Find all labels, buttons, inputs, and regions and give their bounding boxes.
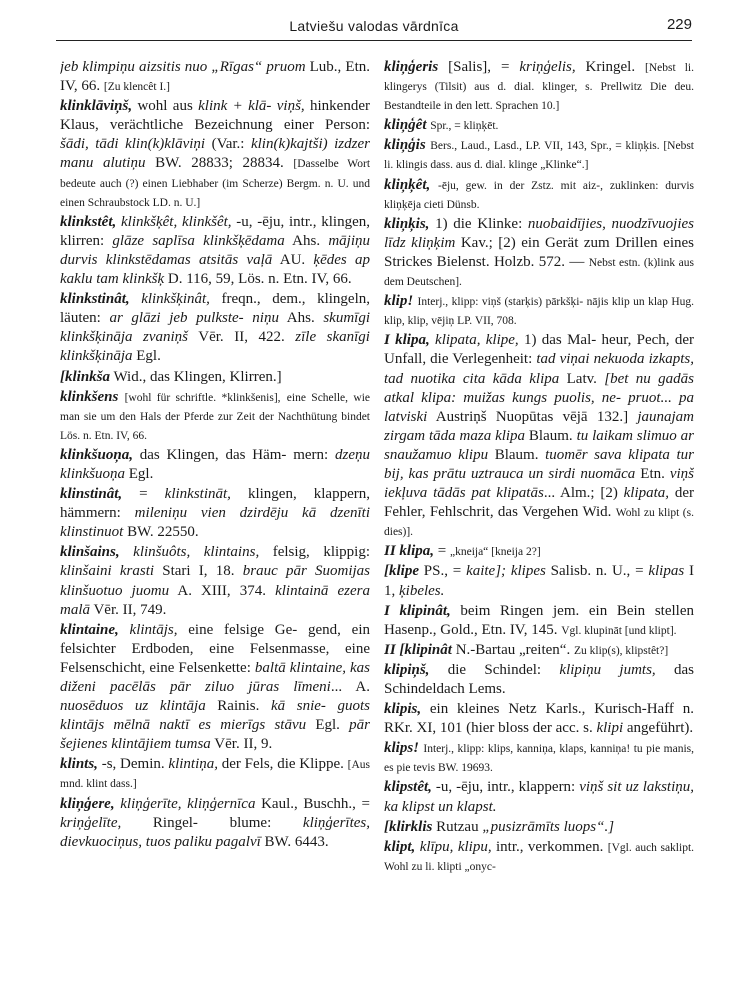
entry-text: Salisb. n. U., = — [545, 563, 649, 580]
entry-text: Kav.; [2) ein Gerät zum Drillen eines Strickes Bielenst. Holzb. 572. — — [384, 234, 694, 270]
entry-text: 1) das Mal- heur, Pech, der Unfall, die Verlegenheit: — [384, 332, 694, 368]
entry-note: Spr., = kliņķēt. — [430, 120, 499, 133]
entry-headword: [klirklis — [384, 818, 433, 835]
entry-text: Wid., das Klingen, Klirren.] — [110, 368, 282, 385]
entry-text: ķibeles. — [399, 582, 445, 599]
entry-text: klipi — [596, 720, 624, 737]
entry-text: brauc pār Suomijas klinšuotuo juomu — [60, 563, 370, 599]
entry-headword: klinšains, — [60, 544, 120, 561]
entry-text: Egl. — [132, 348, 161, 365]
entry-note: Wohl zu klipt (s. dies)]. — [384, 507, 694, 539]
entry-note: Nebst estn. (k)link aus dem Deutschen]. — [384, 256, 694, 289]
entry-note: Bers., Laud., Lasd., LP. VII, 143, Spr., = kliņķis. [Nebst li. klingis dass. aus d. dial. klinge „Klinke“.] — [384, 140, 694, 172]
entry-text: -u, -ēju, intr., klappern: — [431, 779, 580, 796]
entry-text: ein kleines Netz Karls., Kurisch-Haff n. RKr. XI, 101 (hier bloss der acc. s. — [384, 701, 694, 737]
entry-note: [Vgl. auch saklipt. Wohl zu li. klipti „onyc- — [384, 841, 694, 873]
entry-text: N.-Bartau „reiten“. — [451, 641, 574, 658]
entry-headword: [klipe — [384, 563, 419, 580]
entry-text: dzeņu klinkšuoņa — [60, 446, 370, 482]
entry-note: Zu klip(s), klipstêt?] — [573, 644, 669, 657]
entry-text: Vēr. II, 749. — [90, 601, 167, 618]
entry-text: klintainā ezera malā — [60, 582, 370, 618]
entry-text: BW. 28833; 28834. — [145, 155, 294, 172]
entry-text: klipata, klipe, — [435, 332, 519, 349]
entry-text: Stari I, 18. — [154, 563, 243, 580]
entry-text: 1) die Klinke: — [429, 215, 528, 232]
entry-text: -s, Demin. — [97, 756, 169, 773]
dictionary-entry — [384, 661, 694, 699]
entry-headword: klips! — [384, 740, 420, 757]
entry-note: -ēju, gew. in der Zstz. mit aiz-, zuklinken: durvis kliņķēja cieti Dünsb. — [384, 179, 694, 211]
entry-text: klintājs, — [129, 621, 178, 638]
entry-text: Vēr. II, 9. — [210, 736, 273, 753]
entry-text: izdzer manu alutiņu — [60, 136, 370, 172]
entry-text: wohl aus — [132, 98, 199, 115]
entry-text: Lub., Etn. IV, 66. — [60, 59, 370, 95]
entry-text: Etn. — [635, 465, 670, 482]
entry-text: beim Ringen jem. ein Bein stellen Hasenp., Gold., Etn. IV, 145. — [384, 602, 694, 638]
entry-text: pār šejienes klintājiem tumsa — [60, 717, 370, 753]
entry-text: [Salis], = — [438, 59, 520, 75]
entry-headword: kliņģis — [384, 137, 426, 154]
entry-text: glāze saplīsa klinkšķēdama — [112, 232, 285, 249]
dictionary-entry — [384, 778, 694, 816]
entry-text: PS., = — [419, 563, 467, 580]
entry-headword: klip! — [384, 293, 414, 310]
dictionary-entry — [384, 818, 694, 837]
entry-text: klink + klā- viņš, — [198, 98, 305, 115]
entry-text: ķēdes ap kaklu tam klinkšķ — [60, 251, 370, 288]
entry-text — [119, 622, 130, 638]
entry-text: klīpu, klipu, — [419, 838, 492, 855]
entry-text: baltā klintaine, kas diženi pacēlās pār ziluo jūras līmeni — [60, 659, 370, 695]
entry-headword: [klinkša — [60, 368, 111, 385]
entry-text: Egl. — [125, 465, 154, 482]
entry-text: mileniņu vien dzirdēju kā dzenīti klinstinuot — [60, 505, 370, 541]
entry-text: freqn., dem., klingeln, läuten: — [60, 291, 370, 327]
entry-headword: kliņģeris — [384, 59, 439, 75]
entry-note: Interj., klipp: viņš (starķis) pārkšķi- nājis klip un klap Hug. klip, klip, vējiņ LP. VII, 708. — [384, 296, 694, 328]
entry-text: klintiņa, — [168, 756, 218, 773]
entry-text: = — [434, 543, 450, 560]
entry-text: klipata, — [623, 485, 670, 502]
entry-text: klinšaini krasti — [60, 563, 155, 580]
entry-text: Ahs. — [284, 232, 329, 249]
entry-text: nuosēduos uz klintāja — [60, 698, 206, 715]
entry-text: Kaul., Buschh., = — [255, 795, 370, 812]
dictionary-entry — [384, 292, 694, 330]
entry-text: klin(k)kajtši) — [250, 136, 328, 153]
entry-note: Interj., klipp: klips, kanniņa, klaps, kanniņa! tu pie manis, es pie tevis BW. 19693. — [384, 743, 694, 775]
entry-headword: klinkšens — [60, 388, 119, 405]
entry-text: kliņģerīte, kliņģernīca — [120, 795, 256, 812]
dictionary-entry — [60, 621, 370, 755]
entry-text: klinkšķêt, klinkšêt, — [121, 213, 232, 230]
dictionary-entry — [60, 213, 370, 289]
entry-text: kriņģelis, — [519, 59, 576, 75]
entry-text: klipas — [648, 563, 685, 580]
entry-headword: klinkšuoņa, — [60, 446, 133, 463]
entry-text: jeb klimpiņu aizsitis nuo „Rīgas“ pruom — [60, 59, 306, 75]
entry-text: klipes — [510, 563, 546, 580]
entry-text: skumīgi klinkšķināja zvaniņš — [60, 310, 370, 346]
entry-text: klinšuôts, klintains, — [133, 544, 260, 561]
entry-note: „kneija“ [kneija 2?] — [449, 546, 541, 559]
entry-text: = — [122, 486, 165, 503]
entry-text: jaunajam zirgam tāda maza klipa — [384, 408, 694, 444]
entry-text: kā snie- guots klintājs mēlnā naktī es mierīgs stāvu — [60, 698, 370, 734]
dictionary-entry — [384, 215, 694, 291]
dictionary-entry — [60, 543, 370, 619]
entry-text: das Schindeldach Lems. — [384, 661, 694, 697]
entry-text: klingen, klappern, hämmern: — [60, 486, 370, 522]
entry-text: der Fehler, Fehlschrit, das Vergehen Wid. — [384, 485, 694, 521]
dictionary-entry — [60, 755, 370, 793]
entry-text — [120, 544, 134, 560]
entry-text: „pusizrāmīts luops“.] — [482, 818, 615, 835]
dictionary-entry — [384, 58, 694, 115]
entry-text: nuobaidījies, nuodzīvuojies līdz kliņķim — [384, 215, 694, 251]
dictionary-entry — [60, 795, 370, 852]
right-column — [384, 58, 694, 988]
left-column — [60, 58, 370, 988]
dictionary-entry — [60, 290, 370, 366]
entry-text: mājiņu durvis klinkstēdamas atsitās vaļā — [60, 232, 370, 268]
entry-text: kaite]; — [466, 563, 507, 580]
entry-text: das Klingen, das Häm- mern: — [132, 446, 335, 463]
page-number: 229 — [666, 16, 692, 33]
entry-text: klinkstināt, — [164, 486, 231, 503]
entry-headword: klipis, — [384, 701, 422, 718]
entry-text: [bet nu gadās atkal klipa: muižas kungs puolis, ne- pruot... pa latviski — [384, 370, 694, 425]
entry-text: tuomēr sava klipata tur bij, kas prātu uztrauca un sirdi nuomāca — [384, 446, 694, 482]
dictionary-entry — [60, 388, 370, 445]
dictionary-entry — [384, 641, 694, 660]
entry-text: (Var.: — [205, 136, 251, 153]
dictionary-entry — [384, 838, 694, 876]
entry-text: Egl. — [306, 717, 350, 734]
entry-text: die Schindel: — [429, 661, 560, 678]
entry-text: Blaum. — [488, 446, 546, 463]
entry-text: Ringel- blume: — [121, 814, 303, 831]
entry-text: angeführt). — [623, 720, 694, 737]
entry-text: A. XIII, 374. — [169, 582, 276, 599]
entry-text — [130, 291, 142, 307]
entry-note: [Nebst li. klingerys (Tilsit) aus d. dial. klinger, s. Prellwitz Die deu. Bestandteile in den lett. Sprachen 10.] — [384, 62, 694, 113]
entry-text: tad viņai nekuoda izkapts, tad nuotika cita kāda klipa — [384, 351, 694, 387]
entry-text: -u, -ēju, intr., klingen, klirren: — [60, 213, 370, 249]
entry-text: klinkšķinât, — [141, 291, 210, 308]
dictionary-entry — [384, 562, 694, 600]
entry-headword: I klipa, — [384, 332, 430, 349]
entry-text: tu laikam slimuo ar snaužamuo klipu — [384, 427, 694, 463]
entry-text: viņš iekļuva tādās pat klipatās — [384, 465, 694, 502]
running-title: Latviešu valodas vārdnīca — [289, 18, 459, 34]
dictionary-entry — [384, 739, 694, 777]
entry-text: Austriņš Nuopūtas vējā 132.] — [427, 408, 638, 425]
dictionary-entry — [60, 446, 370, 484]
entry-text: Blaum. — [525, 427, 577, 444]
entry-text: I 1, — [384, 563, 694, 599]
entry-headword: klipiņš, — [384, 661, 430, 678]
entry-text: kliņģerītes, dievkuociņus, tuos paliku pagalvī — [60, 814, 370, 850]
entry-note: Vgl. klupināt [und klipt]. — [561, 624, 677, 637]
entry-text: intr., verkommen. — [491, 838, 608, 855]
dictionary-entry — [60, 485, 370, 542]
entry-text: šādi, tādi klin(k)klāviņi — [60, 136, 206, 153]
entry-note: eine Schelle, wie man sie um den Hals der Pferde zur Zeit der Nachthütung bindet Lös. n. Etn. IV, 66. — [60, 391, 370, 442]
entry-headword: klinkstêt, — [60, 213, 117, 230]
entry-text: eine felsige Ge- gend, ein felsichter Erdboden, eine Felsenmasse, eine Felsenschicht, eine Felsenkette: — [60, 621, 370, 676]
entry-text: Vēr. II, 422. — [188, 329, 296, 346]
dictionary-entry — [384, 176, 694, 214]
entry-headword: II klipa, — [384, 543, 435, 560]
entry-headword: klipstêt, — [384, 779, 432, 796]
entry-headword: klints, — [60, 756, 98, 773]
entry-headword: kliņģere, — [60, 795, 115, 812]
entry-text: felsig, klippig: — [259, 544, 370, 561]
entry-headword: II [klipinât — [384, 641, 452, 658]
entry-text: ... A. — [330, 679, 370, 695]
entry-headword: kliņķêt, — [384, 176, 431, 193]
dictionary-entry — [384, 542, 694, 561]
dictionary-entry — [384, 116, 694, 135]
entry-text: AU. — [272, 251, 314, 268]
entry-text: hinkender Klaus, verächtliche Bezeichnung einer Person: — [60, 98, 370, 134]
dictionary-entry — [384, 136, 694, 174]
entry-text: der Fels, die Klippe. — [217, 756, 348, 773]
entry-text: Rainis. — [205, 698, 271, 715]
entry-note: [Zu klencêt I.] — [103, 81, 170, 94]
entry-headword: kliņķis, — [384, 215, 430, 232]
entry-text: klipiņu jumts, — [559, 661, 656, 678]
entry-note: [wohl für schriftle. *klinkšenis], — [124, 391, 281, 404]
running-header — [56, 14, 692, 41]
entry-text: Kringel. — [575, 59, 646, 75]
entry-text: Ahs. — [278, 310, 324, 327]
dictionary-entry — [60, 368, 370, 387]
entry-text: BW. 22550. — [123, 524, 199, 541]
entry-text: Rutzau — [432, 818, 483, 835]
entry-text: ... Alm.; [2) — [543, 485, 624, 502]
entry-note: [Dasselbe Wort bedeute auch (?) einen Liebhaber (im Scherze) Bergm. n. U. und einen Schraubstock LD. n. U.] — [60, 158, 370, 209]
entry-headword: kliņģêt — [384, 117, 427, 134]
entry-text: D. 116, 59, Lös. n. Etn. IV, 66. — [164, 271, 352, 288]
dictionary-entry — [384, 602, 694, 640]
dictionary-entry — [384, 331, 694, 541]
dictionary-entry — [384, 700, 694, 738]
dictionary-entry — [60, 97, 370, 212]
entry-text — [430, 177, 438, 193]
entry-text: viņš sit uz lakstiņu, ka klipst un klapst. — [384, 779, 694, 815]
entry-headword: klipt, — [384, 838, 416, 855]
entry-headword: klinklāviņš, — [60, 98, 133, 115]
entry-text: Latv. — [559, 370, 605, 387]
entry-headword: klintaine, — [60, 621, 119, 638]
entry-text: ar glāzi jeb pulkste- niņu — [109, 310, 279, 327]
entry-headword: I klipinât, — [384, 602, 451, 619]
entry-text: zīle skanīgi klinkšķināja — [60, 329, 370, 365]
dictionary-entry — [60, 58, 370, 96]
entry-text: kriņģelīte, — [60, 814, 122, 831]
entry-text: BW. 6443. — [260, 833, 329, 850]
entry-note: [Aus mnd. klint dass.] — [60, 759, 370, 791]
entry-headword: klinstinât, — [60, 486, 123, 503]
entry-headword: klinkstinât, — [60, 291, 130, 308]
